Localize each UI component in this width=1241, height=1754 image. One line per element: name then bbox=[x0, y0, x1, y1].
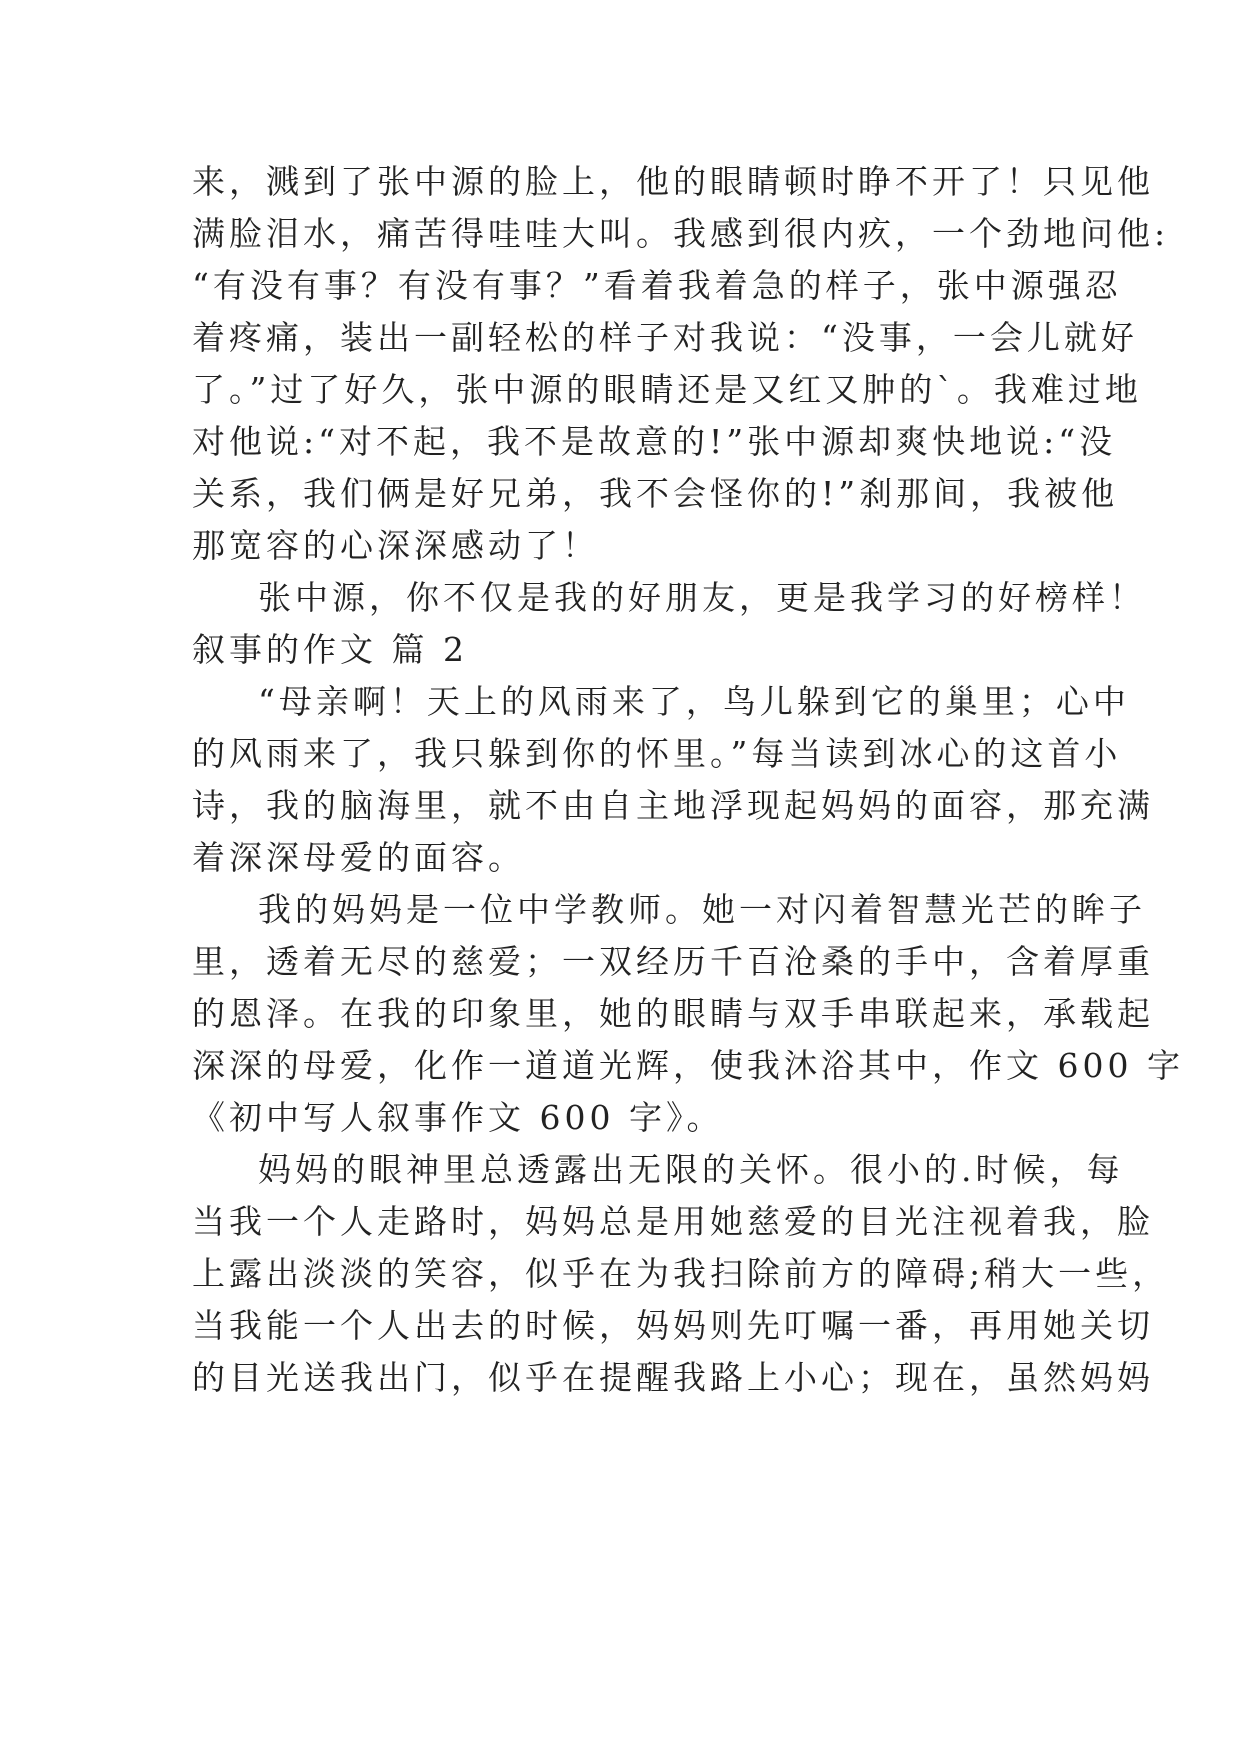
section-heading: 叙事的作文 篇 2 bbox=[192, 630, 468, 669]
text-line: 着疼痛，装出一副轻松的样子对我说：“没事，一会儿就好 bbox=[192, 318, 1138, 357]
text-line: 诗，我的脑海里，就不由自主地浮现起妈妈的面容，那充满 bbox=[192, 786, 1154, 825]
paragraph-line: 张中源，你不仅是我的好朋友，更是我学习的好榜样！ bbox=[258, 578, 1146, 617]
text-line: 的风雨来了，我只躲到你的怀里。”每当读到冰心的这首小 bbox=[192, 734, 1122, 773]
text-line: 深深的母爱，化作一道道光辉，使我沐浴其中，作文 600 字 bbox=[192, 1046, 1184, 1085]
text-line: 当我能一个人出去的时候，妈妈则先叮嘱一番，再用她关切 bbox=[192, 1306, 1154, 1345]
text-line: 满脸泪水，痛苦得哇哇大叫。我感到很内疚，一个劲地问他: bbox=[192, 214, 1170, 253]
text-line: 来，溅到了张中源的脸上，他的眼睛顿时睁不开了！只见他 bbox=[192, 162, 1154, 201]
text-line: 对他说:“对不起，我不是故意的!”张中源却爽快地说:“没 bbox=[192, 422, 1117, 461]
text-line: “有没有事？有没有事？”看着我着急的样子，张中源强忍 bbox=[192, 266, 1122, 305]
text-line: 当我一个人走路时，妈妈总是用她慈爱的目光注视着我，脸 bbox=[192, 1202, 1154, 1241]
text-line: 里，透着无尽的慈爱；一双经历千百沧桑的手中，含着厚重 bbox=[192, 942, 1154, 981]
paragraph-line: “母亲啊！天上的风雨来了，鸟儿躲到它的巢里；心中 bbox=[258, 682, 1130, 721]
paragraph-line: 妈妈的眼神里总透露出无限的关怀。很小的.时候，每 bbox=[258, 1150, 1124, 1189]
text-line: 关系，我们俩是好兄弟，我不会怪你的!”刹那间，我被他 bbox=[192, 474, 1119, 513]
text-line: 那宽容的心深深感动了！ bbox=[192, 526, 599, 565]
text-line: 的目光送我出门，似乎在提醒我路上小心；现在，虽然妈妈 bbox=[192, 1358, 1154, 1397]
text-line: 《初中写人叙事作文 600 字》。 bbox=[192, 1098, 724, 1137]
text-line: 的恩泽。在我的印象里，她的眼睛与双手串联起来，承载起 bbox=[192, 994, 1154, 1033]
paragraph-line: 我的妈妈是一位中学教师。她一对闪着智慧光芒的眸子 bbox=[258, 890, 1146, 929]
text-line: 着深深母爱的面容。 bbox=[192, 838, 525, 877]
text-line: 了。”过了好久，张中源的眼睛还是又红又肿的`。我难过地 bbox=[192, 370, 1142, 409]
text-line: 上露出淡淡的笑容，似乎在为我扫除前方的障碍;稍大一些， bbox=[192, 1254, 1170, 1293]
